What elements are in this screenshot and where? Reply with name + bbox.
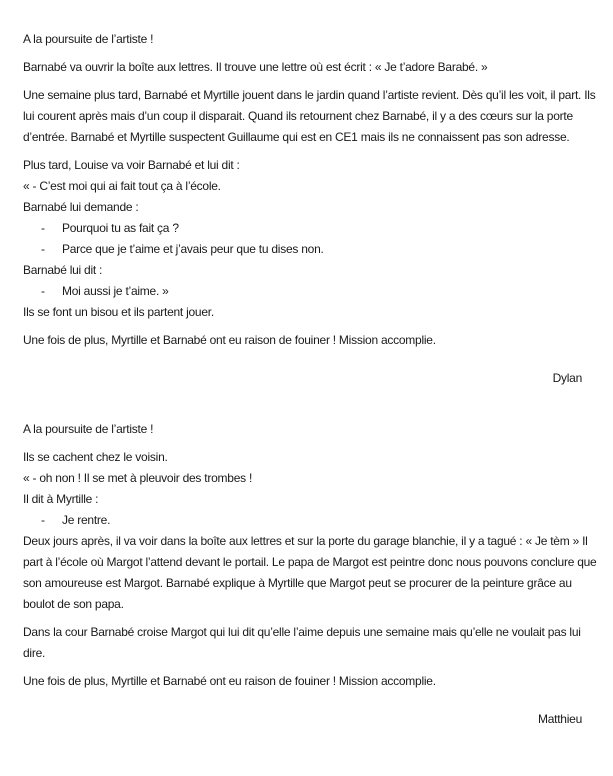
- list-item: [23, 281, 600, 302]
- paragraph: Une semaine plus tard, Barnabé et Myrtille jouent dans le jardin quand l’artiste revient. Dès qu’il les voit, il part. Ils lui courent après mais d’un coup il disparait. Quand ils retournent chez Barnabé, il y a des cœurs sur la porte d’entrée. Barnabé et Myrtille suspectent Guillaume qui est en CE1 mais ils ne connaissent pas son adresse.: [23, 88, 596, 144]
- dialogue-block: [23, 155, 600, 323]
- dialogue-line: Barnabé lui dit :: [23, 263, 103, 277]
- story-section-dylan: [23, 29, 600, 389]
- dialogue-line: Il dit à Myrtille :: [23, 492, 99, 506]
- list-item-text: Pourquoi tu as fait ça ?: [62, 221, 179, 235]
- dash-bullet: -: [41, 242, 45, 256]
- dialogue-line: Ils se cachent chez le voisin.: [23, 450, 168, 464]
- list-item-text: Je rentre.: [62, 513, 111, 527]
- dialogue-block: [23, 447, 600, 615]
- list-item-text: Moi aussi je t’aime. »: [62, 284, 169, 298]
- dialogue-line: Ils se font un bisou et ils partent jouer.: [23, 305, 214, 319]
- list-item: [23, 239, 600, 260]
- dialogue-line: Plus tard, Louise va voir Barnabé et lui dit :: [23, 158, 240, 172]
- list-item-text: Parce que je t’aime et j’avais peur que tu dises non.: [62, 242, 324, 256]
- story-section-matthieu: [23, 419, 600, 730]
- paragraph: Deux jours après, il va voir dans la boîte aux lettres et sur la porte du garage blanchie, il y a tagué : « Je tèm » Il part à l’école où Margot l’attend devant le portail. Le papa de Margot est peintre donc nous pouvons conclure que son amoureuse est Margot. Barnabé explique à Myrtille que Margot peut se procurer de la peinture grâce au boulot de son papa.: [23, 534, 597, 611]
- story-title: A la poursuite de l’artiste !: [23, 422, 154, 436]
- conclusion-line: Une fois de plus, Myrtille et Barnabé ont eu raison de fouiner ! Mission accomplie.: [23, 674, 436, 688]
- dialogue-line: « - C’est moi qui ai fait tout ça à l’école.: [23, 179, 221, 193]
- paragraph: Barnabé va ouvrir la boîte aux lettres. Il trouve une lettre où est écrit : « Je t’adore Barabé. »: [23, 60, 488, 74]
- dash-bullet: -: [41, 284, 45, 298]
- conclusion-line: Une fois de plus, Myrtille et Barnabé ont eu raison de fouiner ! Mission accomplie.: [23, 333, 436, 347]
- dialogue-line: Barnabé lui demande :: [23, 200, 139, 214]
- list-item: [23, 510, 600, 531]
- paragraph: Dans la cour Barnabé croise Margot qui lui dit qu’elle l’aime depuis une semaine mais qu’elle ne voulait pas lui dire.: [23, 625, 581, 660]
- story-title: A la poursuite de l’artiste !: [23, 32, 154, 46]
- signature-dylan: Dylan: [552, 371, 582, 385]
- signature-matthieu: Matthieu: [537, 712, 582, 726]
- list-item: [23, 218, 600, 239]
- dash-bullet: -: [41, 513, 45, 527]
- dialogue-line: « - oh non ! Il se met à pleuvoir des trombes !: [23, 471, 253, 485]
- dash-bullet: -: [41, 221, 45, 235]
